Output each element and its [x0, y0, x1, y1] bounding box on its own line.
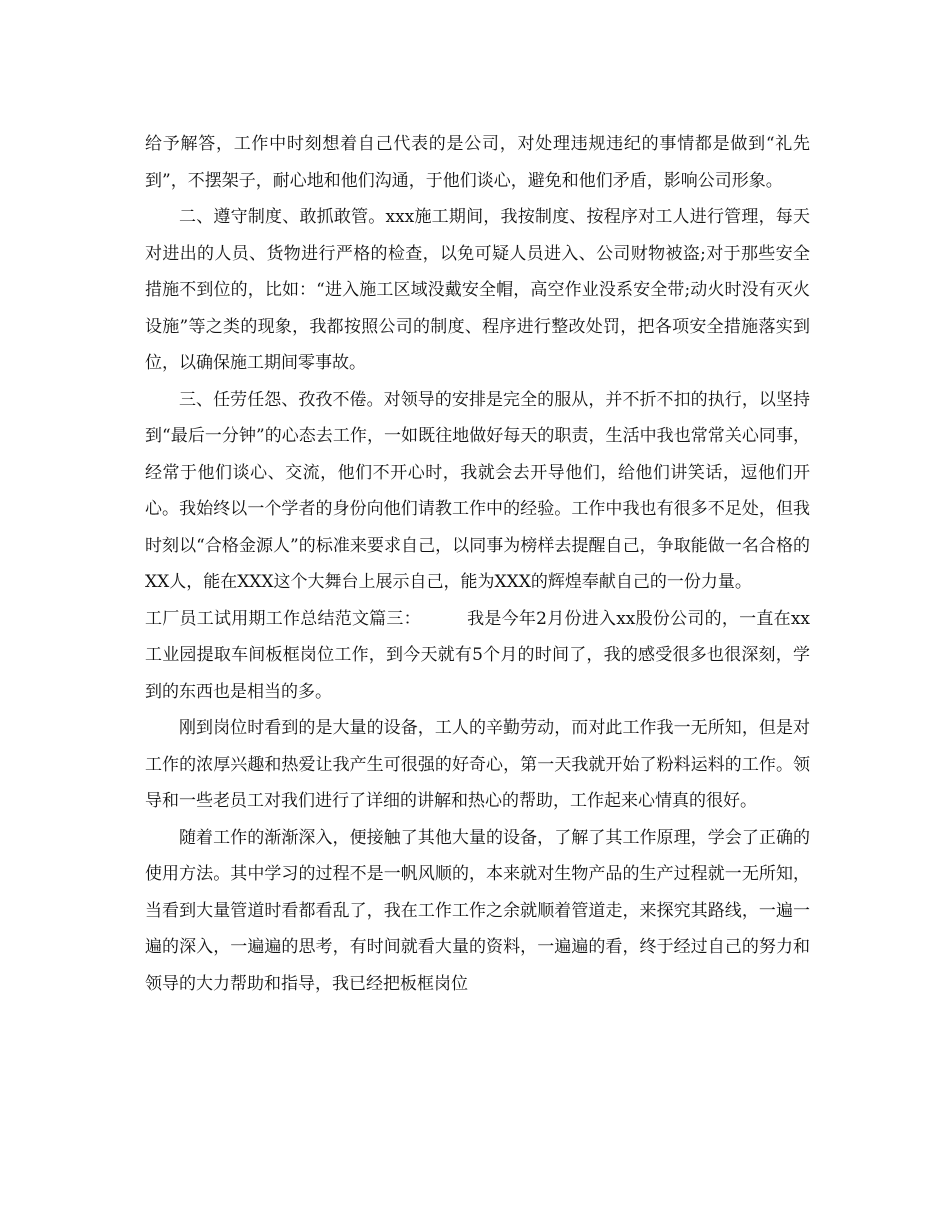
paragraph-2: 二、遵守制度、敢抓敢管。xxx施工期间，我按制度、按程序对工人进行管理，每天对进出的人员、货物进行严格的检查，以免可疑人员进入、公司财物被盗;对于那些安全措施不到位的，比如：“进入施工区域没戴安全帽，高空作业没系安全带;动火时没有灭火设施”等之类的现象，我都按照公司的制度、程序进行整改处罚，把各项安全措施落实到位，以确保施工期间零事故。: [145, 207, 810, 373]
section-paragraph: [145, 601, 810, 711]
section-heading: 工厂员工试用期工作总结范文篇三：: [145, 608, 421, 629]
paragraph-5: 刚到岗位时看到的是大量的设备，工人的辛勤劳动，而对此工作我一无所知，但是对工作的浓厚兴趣和热爱让我产生可很强的好奇心，第一天我就开始了粉料运料的工作。领导和一些老员工对我们进行了详细的讲解和热心的帮助，工作起来心情真的很好。: [145, 718, 810, 811]
paragraph-3: 三、任劳任怨、孜孜不倦。对领导的安排是完全的服从，并不折不扣的执行，以坚持到“最后一分钟”的心态去工作，一如既往地做好每天的职责，生活中我也常常关心同事，经常于他们谈心、交流，他们不开心时，我就会去开导他们，给他们讲笑话，逗他们开心。我始终以一个学者的身份向他们请教工作中的经验。工作中我也有很多不足处，但我时刻以“合格金源人”的标准来要求自己，以同事为榜样去提醒自己，争取能做一名合格的XX人，能在XXX这个大舞台上展示自己，能为XXX的辉煌奉献自己的一份力量。: [145, 389, 810, 592]
document-body: [145, 126, 810, 1002]
paragraph-6: 随着工作的渐渐深入，便接触了其他大量的设备，了解了其工作原理，学会了正确的使用方法。其中学习的过程不是一帆风顺的，本来就对生物产品的生产过程就一无所知，当看到大量管道时看都看乱了，我在工作工作之余就顺着管道走，来探究其路线，一遍一遍的深入，一遍遍的思考，有时间就看大量的资料，一遍遍的看，终于经过自己的努力和领导的大力帮助和指导，我已经把板框岗位: [145, 827, 810, 994]
paragraph-4: 我是今年2月份进入xx股份公司的，一直在xx工业园提取车间板框岗位工作，到今天就有5个月的时间了，我的感受很多也很深刻，学到的东西也是相当的多。: [145, 608, 811, 702]
paragraph-1: 给予解答，工作中时刻想着自己代表的是公司，对处理违规违纪的事情都是做到“礼先到”，不摆架子，耐心地和他们沟通，于他们谈心，避免和他们矛盾，影响公司形象。: [145, 134, 810, 191]
